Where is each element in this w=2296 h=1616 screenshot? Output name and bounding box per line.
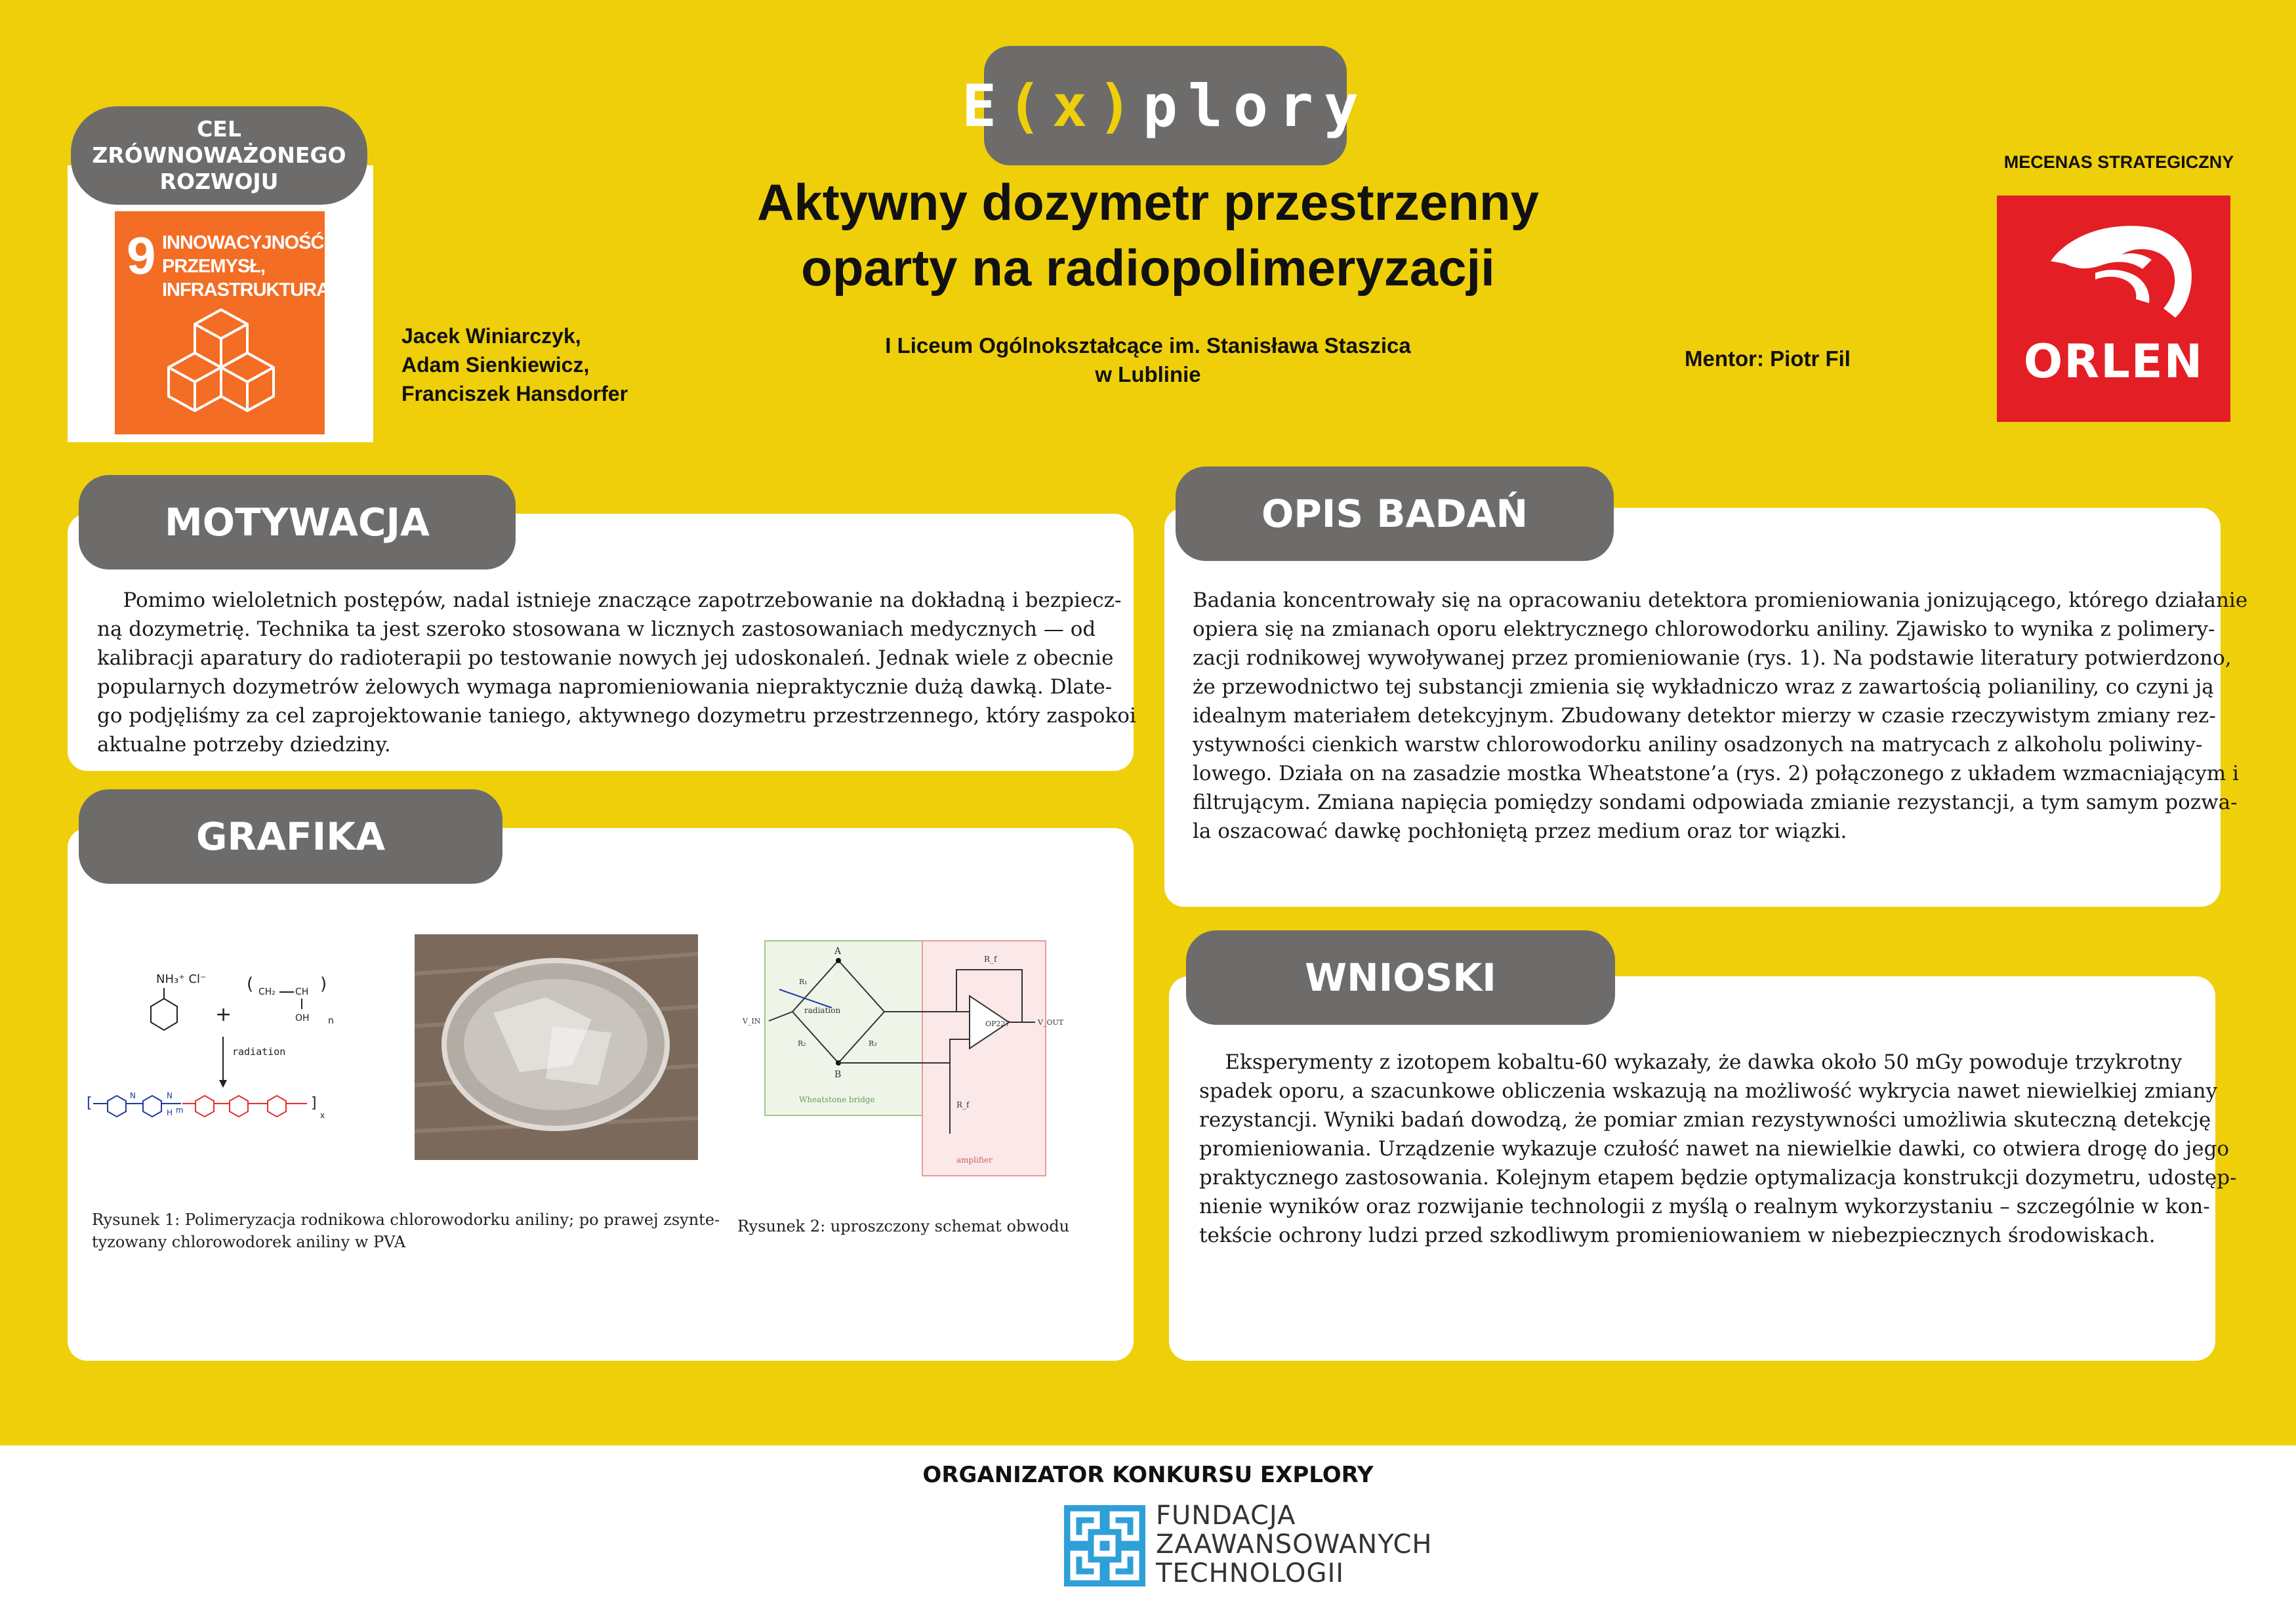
vin-label: V_IN	[743, 1017, 761, 1026]
svg-text:N: N	[130, 1091, 136, 1100]
plus-label: +	[215, 1003, 232, 1026]
fzt-line: TECHNOLOGII	[1156, 1558, 1345, 1588]
text-line: że przewodnictwo tej substancji zmienia się wykładniczo wraz z zawartością polianiliny, co czyni ją	[1193, 675, 2214, 699]
logo-paren-open: (	[1007, 72, 1053, 140]
bridge-label: Wheatstone bridge	[799, 1095, 875, 1104]
grafika-header: GRAFIKA	[79, 789, 502, 884]
text-line: idealnym materiałem detekcyjnym. Zbudowany detektor mierzy w czasie rzeczywistym zmiany rez-	[1193, 704, 2216, 728]
motywacja-header: MOTYWACJA	[79, 475, 516, 570]
pva-film-photo	[415, 934, 698, 1160]
text-line: ystywności cienkich warstw chlorowodorku aniliny osadzonych na matrycach z alkoholu poliwiny-	[1193, 733, 2203, 756]
r2-label: R₂	[798, 1039, 806, 1048]
r3-label: R₃	[869, 1039, 877, 1048]
svg-text:]: ]	[311, 1095, 317, 1111]
organizer-title: ORGANIZATOR KONKURSU EXPLORY	[922, 1462, 1374, 1488]
sponsor-label: MECENAS STRATEGICZNY	[2003, 152, 2234, 172]
text-line: tekście ochrony ludzi przed szkodliwym promieniowaniem w niebezpiecznych środowiskach.	[1199, 1224, 2156, 1247]
figure-1-caption	[92, 1209, 720, 1253]
svg-text:N: N	[167, 1091, 173, 1100]
sdg-pill-line: ZRÓWNOWAŻONEGO	[92, 142, 346, 168]
sdg-pill	[71, 106, 367, 205]
caption-line: Rysunek 1: Polimeryzacja rodnikowa chlorowodorku aniliny; po prawej zsynte-	[92, 1211, 720, 1229]
opis-text	[1193, 586, 2247, 846]
r1-label: R₁	[799, 978, 808, 986]
logo-e: E	[962, 72, 1008, 140]
school	[840, 331, 1456, 389]
svg-text:[: [	[87, 1095, 92, 1111]
opamp-label: OP227	[985, 1020, 1010, 1028]
text-line: popularnych dozymetrów żelowych wymaga napromieniowania niepraktycznie dużą dawką. Dlate-	[97, 675, 1113, 699]
svg-text:H: H	[167, 1108, 173, 1117]
oh-label: OH	[295, 1013, 310, 1024]
text-line: nienie wyników oraz rozwijanie technologii z myślą o realnym wykorzystaniu – szczególnie w kon-	[1199, 1195, 2210, 1218]
polymerization-figure	[84, 958, 373, 1135]
n-label: n	[328, 1016, 334, 1026]
authors	[401, 321, 628, 408]
eagle-icon	[1997, 196, 2230, 333]
amp-label: amplifier	[956, 1155, 993, 1165]
text-line: opiera się na zmianach oporu elektrycznego chlorowodorku aniliny. Zjawisko to wynika z polimery-	[1193, 617, 2215, 641]
text-line: zacji rodnikowej wywoływanej przez promieniowanie (rys. 1). Na podstawie literatury potwierdzono,	[1193, 646, 2232, 670]
vout-label: V_OUT	[1038, 1018, 1064, 1027]
text-line: Badania koncentrowały się na opracowaniu detektora promieniowania jonizującego, którego działanie	[1193, 589, 2248, 612]
text-line: kalibracji aparatury do radioterapii po testowanie nowych jej udoskonaleń. Jednak wiele z obecnie	[97, 646, 1114, 670]
x-label: x	[320, 1111, 325, 1120]
text-line: filtrującym. Zmiana napięcia pomiędzy sondami odpowiada zmianie rezystancji, a tym samym pozwa-	[1193, 791, 2238, 814]
rf-bottom-label: R_f	[956, 1100, 970, 1109]
author: Franciszek Hansdorfer	[401, 382, 628, 405]
figure-2-caption: Rysunek 2: uproszczony schemat obwodu	[737, 1217, 1070, 1235]
motywacja-text	[97, 586, 1136, 759]
fzt-line: ZAAWANSOWANYCH	[1156, 1529, 1433, 1560]
sdg-label-line: INFRASTRUKTURA	[162, 280, 330, 300]
text-line: spadek oporu, a szacunkowe obliczenia wskazują na możliwość wykrycia nawet niewielkiej zmiany	[1199, 1079, 2218, 1103]
text-line: Eksperymenty z izotopem kobaltu-60 wykazały, że dawka około 50 mGy powoduje trzykrotny	[1199, 1050, 2183, 1074]
radiation-circuit-label: radiation	[804, 1006, 841, 1015]
nh3-label: NH₃⁺ Cl⁻	[156, 972, 207, 986]
text-line: go podjęliśmy za cel zaprojektowanie taniego, aktywnego dozymetru przestrzennego, który zaspokoi	[97, 704, 1136, 728]
text-line: praktycznego zastosowania. Kolejnym etapem będzie optymalizacja konstrukcji dozymetru, udostęp-	[1199, 1166, 2237, 1190]
sdg-pill-line: ROZWOJU	[159, 169, 279, 194]
author: Jacek Winiarczyk,	[401, 324, 581, 348]
text-line: aktualne potrzeby dziedziny.	[97, 733, 391, 756]
explory-logo	[962, 46, 1369, 165]
sdg-pill-line: CEL	[197, 116, 241, 142]
radiation-label: radiation	[232, 1046, 286, 1058]
sdg-label-line: PRZEMYSŁ,	[162, 256, 265, 277]
school-line: w Lublinie	[1095, 362, 1201, 386]
fzt-logo-icon	[1064, 1505, 1145, 1586]
sdg-label-line: INNOWACYJNOŚĆ,	[162, 232, 329, 253]
text-line: rezystancji. Wyniki badań dowodzą, że pomiar zmian rezystywności umożliwia skuteczną detekcję	[1199, 1108, 2211, 1132]
wnioski-header: WNIOSKI	[1186, 930, 1615, 1025]
mentor: Mentor: Piotr Fil	[1685, 346, 1851, 371]
caption-line: tyzowany chlorowodorek aniliny w PVA	[92, 1233, 406, 1251]
rf-top-label: R_f	[984, 955, 997, 964]
orlen-logo	[1997, 196, 2230, 422]
poster-title	[656, 169, 1640, 300]
sdg-9-tile	[115, 211, 330, 434]
text-line: lowego. Działa on na zasadzie mostka Wheatstone’a (rys. 2) połączonego z układem wzmacniającym i	[1193, 762, 2239, 785]
school-line: I Liceum Ogólnokształcące im. Stanisława Staszica	[885, 333, 1411, 358]
ch2-label: CH₂	[258, 987, 276, 997]
logo-paren-close: )	[1097, 72, 1143, 140]
text-line: ną dozymetrię. Technika ta jest szeroko stosowana w licznych zastosowaniach medycznych — od	[97, 617, 1096, 641]
text-line: la oszacować dawkę pochłoniętą przez medium oraz tor wiązki.	[1193, 819, 1847, 843]
sdg-number: 9	[127, 226, 156, 285]
opis-header: OPIS BADAŃ	[1176, 466, 1614, 561]
node-a: A	[834, 946, 842, 957]
m-label: m	[176, 1106, 184, 1115]
logo-x: x	[1052, 72, 1098, 140]
svg-text:): )	[320, 974, 327, 994]
fzt-name	[1156, 1501, 1432, 1588]
title-line-1: Aktywny dozymetr przestrzenny	[757, 173, 1539, 231]
fzt-line: FUNDACJA	[1156, 1501, 1296, 1531]
logo-plory: plory	[1143, 72, 1369, 140]
title-line-2: oparty na radiopolimeryzacji	[801, 239, 1495, 297]
ch-label: CH	[295, 987, 309, 997]
svg-text:(: (	[247, 974, 254, 994]
orlen-word: ORLEN	[2023, 335, 2204, 388]
text-line: promieniowania. Urządzenie wykazuje czułość nawet na niewielkie dawki, co otwiera drogę do jego	[1199, 1137, 2230, 1161]
film-image	[415, 934, 698, 1160]
wnioski-text	[1199, 1048, 2237, 1250]
circuit-diagram	[733, 937, 1075, 1180]
node-b: B	[834, 1069, 842, 1080]
text-line: Pomimo wieloletnich postępów, nadal istnieje znaczące zapotrzebowanie na dokładną i bezpiecz-	[97, 589, 1122, 612]
author: Adam Sienkiewicz,	[401, 353, 590, 377]
sdg-label	[162, 231, 330, 302]
cubes-icon	[155, 303, 287, 418]
